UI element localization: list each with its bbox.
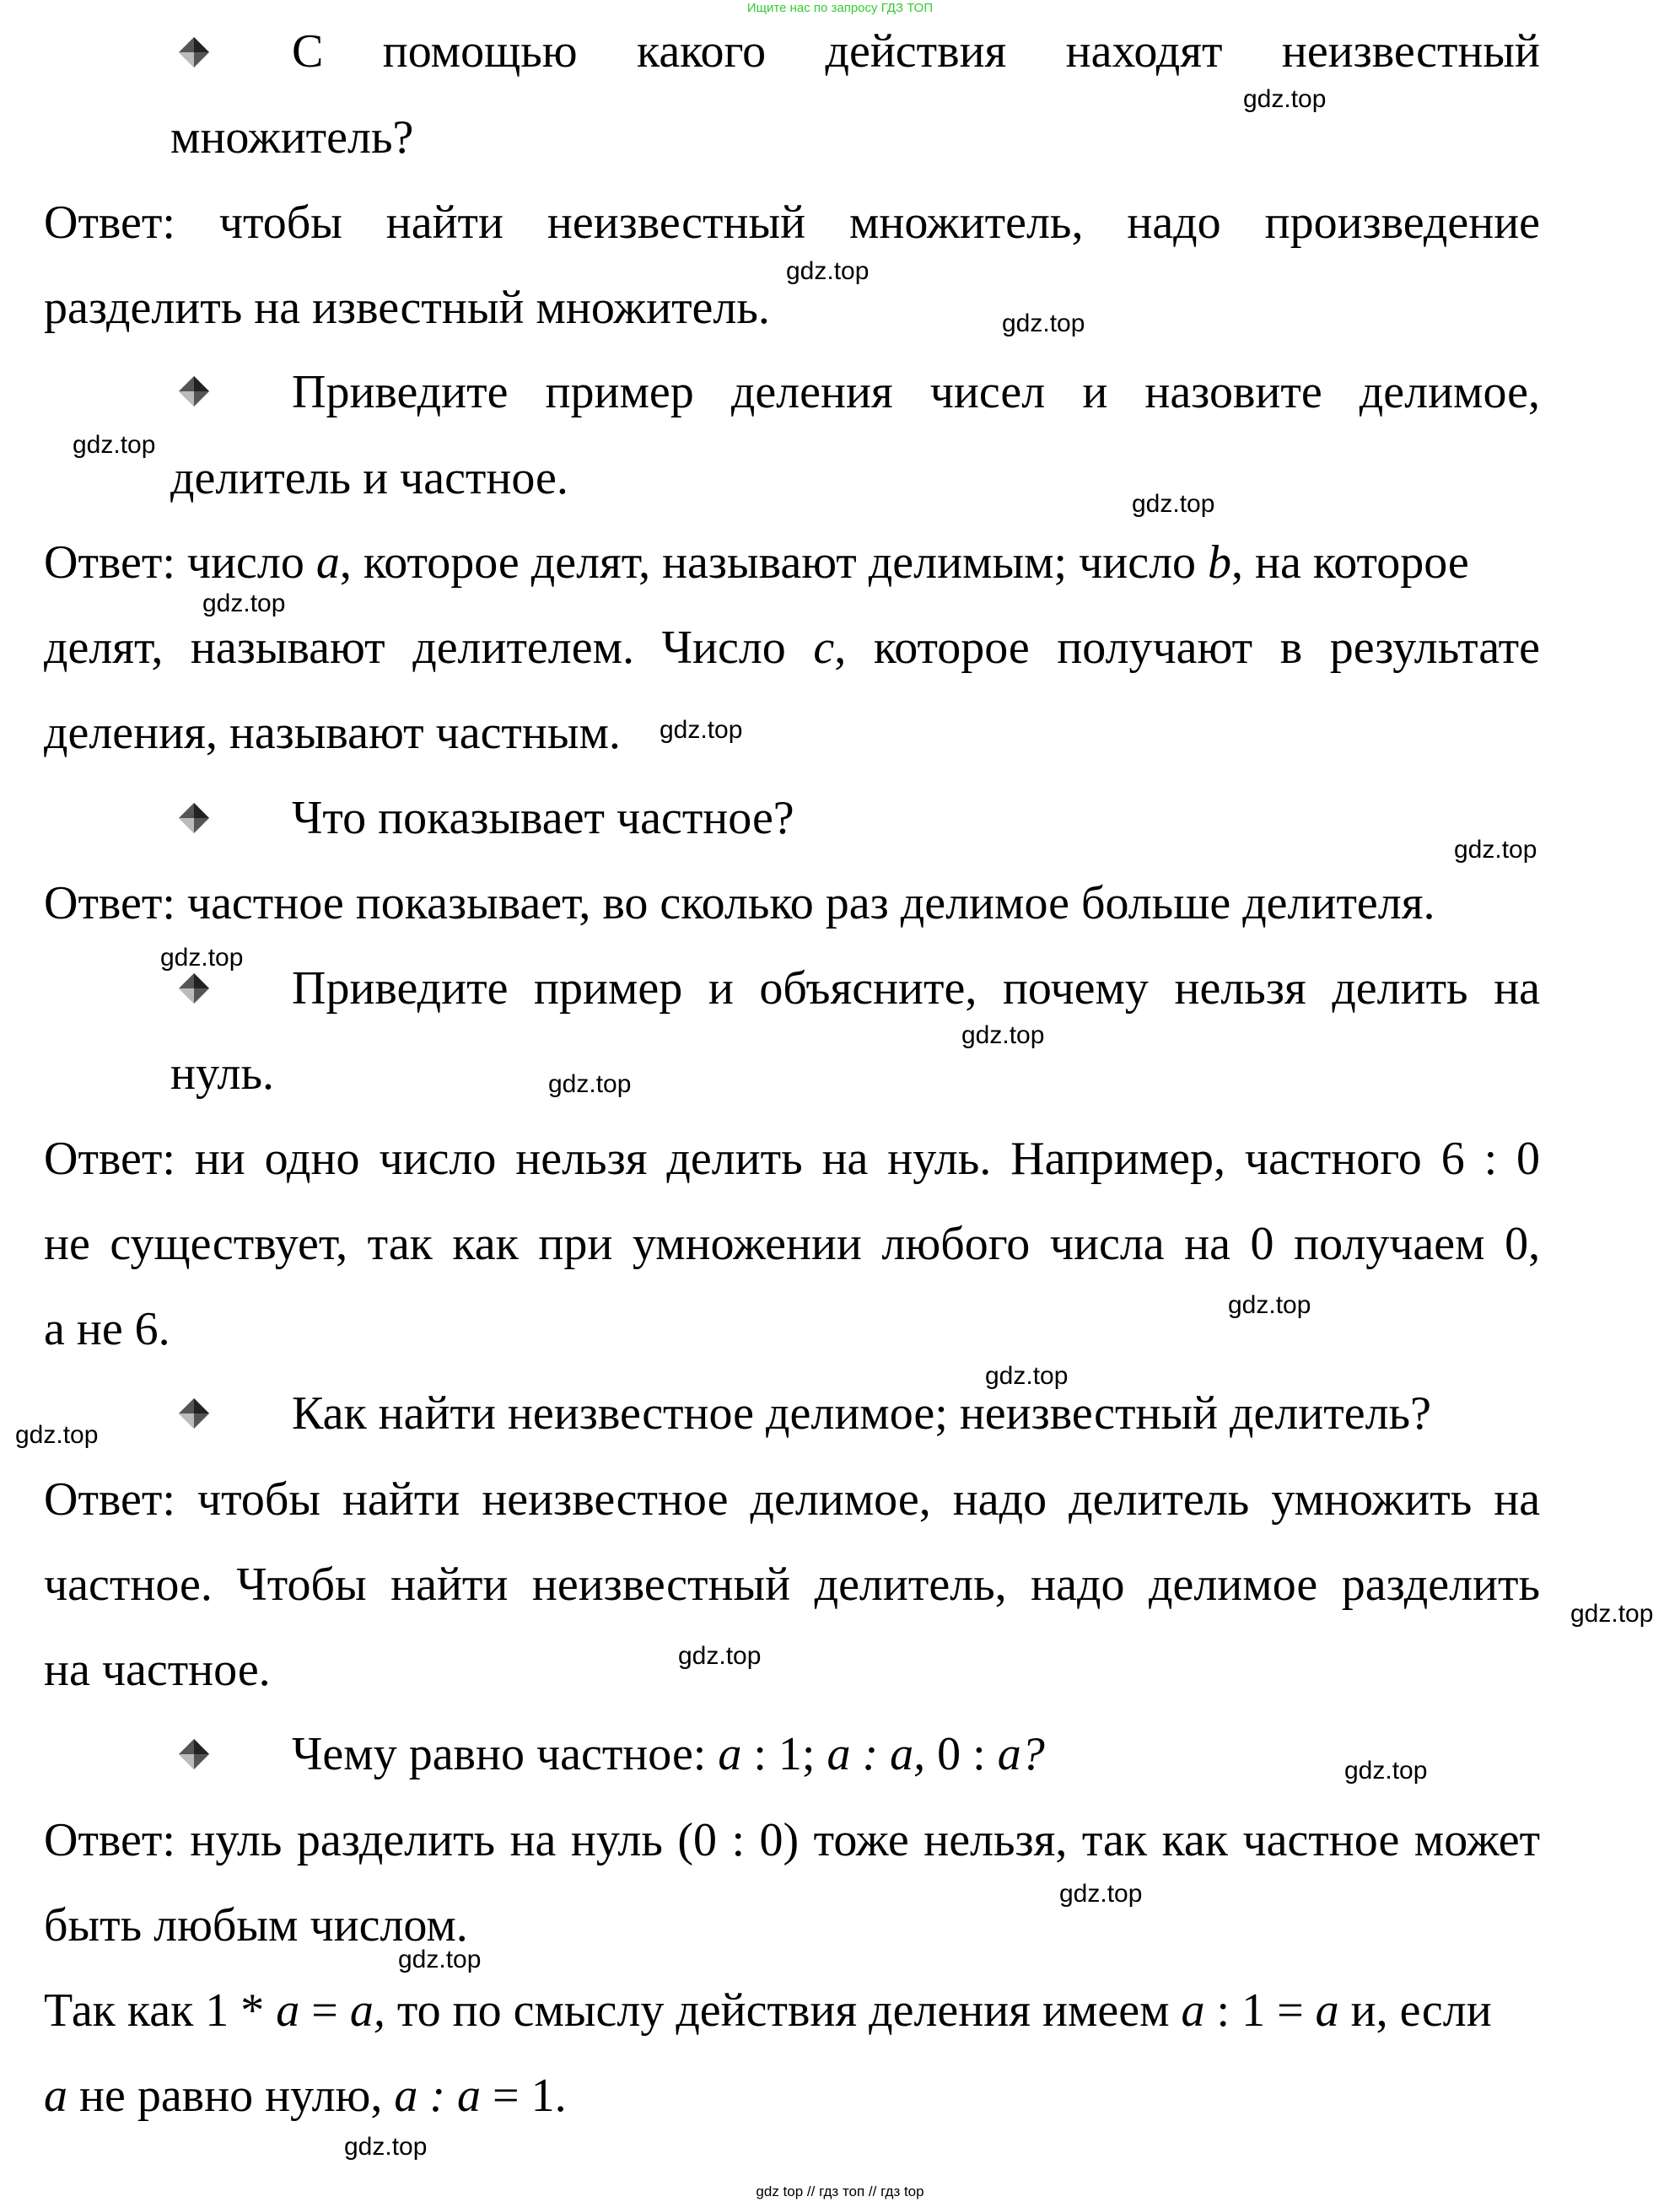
question-1-line-1: С помощью какого действия находят неизвестный [292,25,1541,78]
watermark: gdz.top [985,1362,1069,1390]
watermark: gdz.top [1243,85,1327,113]
watermark: gdz.top [73,431,156,459]
watermark: gdz.top [1570,1600,1654,1628]
footer: gdz top // гдз топ // гдз top [756,2183,924,2199]
answer-6-line-2: быть любым числом. [44,1899,468,1952]
answer-4-line-2: не существует, так как при умножении любого числа на 0 получаем 0, [44,1218,1541,1270]
paragraph-7-line-2: a не равно нулю, a : a = 1. [44,2070,567,2122]
watermark: gdz.top [660,716,743,744]
answer-5-line-2: частное. Чтобы найти неизвестный делитель, надо делимое разделить [44,1559,1541,1611]
watermark: gdz.top [1059,1880,1143,1908]
diamond-bullet-icon [177,972,211,1005]
question-2-line-1: Приведите пример деления чисел и назовите делимое, [292,366,1541,418]
answer-2-line-2: делят, называют делителем. Число c, которое получают в результате [44,622,1540,674]
watermark: gdz.top [1002,310,1085,337]
answer-1-line-2: разделить на известный множитель. [44,282,770,334]
question-6-line-1: Чему равно частное: a : 1; a : a, 0 : a? [292,1728,1045,1780]
diamond-bullet-icon [177,1737,211,1771]
diamond-bullet-icon [177,374,211,408]
watermark: gdz.top [786,257,870,285]
question-2-line-2: делитель и частное. [170,452,568,504]
watermark: gdz.top [678,1642,762,1670]
watermark: gdz.top [398,1946,482,1973]
answer-5-line-3: на частное. [44,1644,271,1696]
answer-6-line-1: Ответ: нуль разделить на нуль (0 : 0) тоже нельзя, так как частное может [44,1814,1541,1866]
watermark: gdz.top [1132,490,1215,518]
question-4-line-1: Приведите пример и объясните, почему нельзя делить на [292,962,1541,1015]
watermark: gdz.top [548,1070,632,1098]
answer-2-line-3: деления, называют частным. [44,707,621,759]
watermark: gdz.top [344,2133,428,2161]
watermark: gdz.top [1344,1757,1428,1785]
answer-1-line-1: Ответ: чтобы найти неизвестный множитель, надо произведение [44,197,1541,249]
answer-5-line-1: Ответ: чтобы найти неизвестное делимое, надо делитель умножить на [44,1473,1541,1526]
question-3-line-1: Что показывает частное? [292,792,794,844]
top-banner: Ищите нас по запросу ГДЗ ТОП [746,1,934,15]
question-4-line-2: нуль. [170,1047,274,1100]
watermark: gdz.top [1454,836,1537,864]
answer-4-line-1: Ответ: ни одно число нельзя делить на нуль. Например, частного 6 : 0 [44,1133,1541,1185]
answer-2-line-1: Ответ: число a, которое делят, называют делимым; число b, на которое [44,536,1469,589]
watermark: gdz.top [1228,1291,1311,1319]
watermark: gdz.top [202,590,286,617]
paragraph-7-line-1: Так как 1 * a = a, то по смыслу действия деления имеем a : 1 = a и, если [44,1984,1492,2037]
watermark: gdz.top [961,1021,1045,1049]
answer-4-line-3: а не 6. [44,1303,170,1355]
diamond-bullet-icon [177,35,211,69]
watermark: gdz.top [15,1421,99,1449]
answer-3-line-1: Ответ: частное показывает, во сколько раз делимое больше делителя. [44,877,1435,929]
question-5-line-1: Как найти неизвестное делимое; неизвестный делитель? [292,1387,1431,1440]
diamond-bullet-icon [177,1397,211,1430]
question-1-line-2: множитель? [170,111,414,164]
watermark: gdz.top [160,944,244,972]
diamond-bullet-icon [177,801,211,835]
